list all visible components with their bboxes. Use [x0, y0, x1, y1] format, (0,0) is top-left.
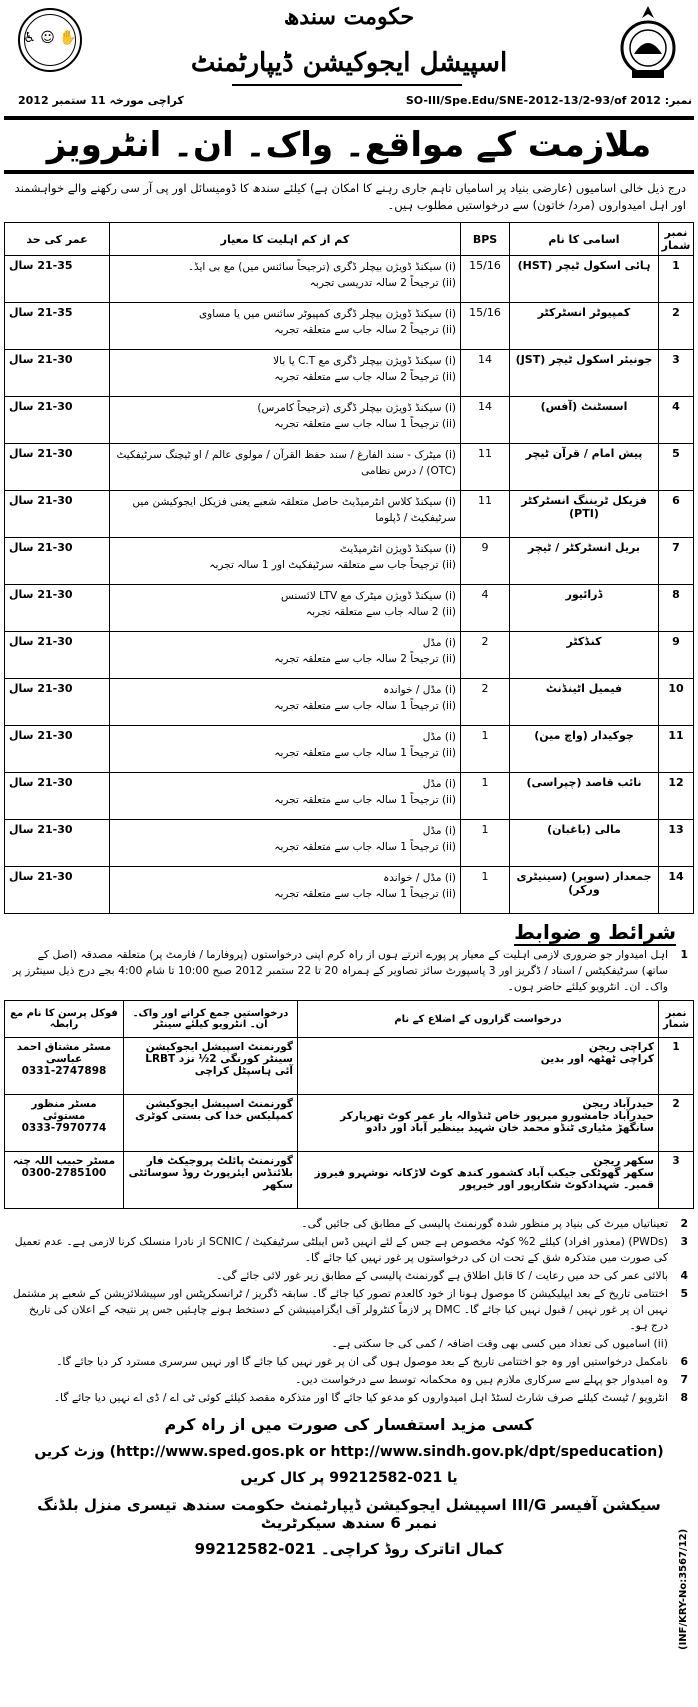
criteria-line-1: (i) مڈل: [422, 637, 456, 649]
condition-text: نامکمل درخواستیں اور وہ جو اختتامی تاریخ کے بعد موصول ہوں گی ان پر غور نہیں کیا جائے گا اور نہیں سرسری مسترد کر دیا جائے گا۔: [56, 1355, 668, 1368]
more-info: کسی مزید استفسار کی صورت میں از راہ کرم: [164, 1415, 534, 1434]
job-criteria: [110, 585, 461, 632]
condition-number: 3: [680, 1235, 688, 1248]
header-post: اسامی کا نام: [510, 223, 659, 256]
job-age: 21-30 سال: [5, 632, 110, 679]
region-header-focal: فوکل پرسن کا نام مع رابطہ: [5, 1001, 124, 1038]
criteria-line-2: (ii) ترجیحاً 1 سالہ جاب سے متعلقہ تجربہ: [274, 794, 456, 806]
job-criteria: [110, 303, 461, 350]
title-underline: [232, 84, 462, 86]
condition-number: 6: [680, 1355, 688, 1368]
condition-item: [4, 1335, 694, 1353]
region-title: کراچی ریجن: [588, 1041, 654, 1053]
criteria-line-2: (ii) ترجیحاً 1 سالہ جاب سے متعلقہ تجربہ: [274, 418, 456, 430]
job-serial: 8: [659, 585, 694, 632]
job-criteria: [110, 679, 461, 726]
condition-item: [4, 1285, 694, 1335]
job-post: مالی (باغبان): [510, 820, 659, 867]
job-bps: 1: [461, 867, 510, 914]
job-criteria: [110, 726, 461, 773]
condition-text: وہ امیدوار جو پہلے سے سرکاری ملازم ہیں وہ محکمانہ توسط سے درخواست دیں۔: [295, 1373, 668, 1386]
job-bps: 4: [461, 585, 510, 632]
job-age: 21-35 سال: [5, 256, 110, 303]
job-serial: 3: [659, 350, 694, 397]
job-serial: 13: [659, 820, 694, 867]
condition-number: 4: [680, 1269, 688, 1282]
job-bps: 2: [461, 679, 510, 726]
job-post: نائب قاصد (چپراسی): [510, 773, 659, 820]
focal-name: مسٹر منظور مستوئی: [31, 1098, 97, 1122]
criteria-line-2: (ii) ترجیحاً 1 سالہ جاب سے متعلقہ تجربہ: [274, 700, 456, 712]
department-title: اسپیشل ایجوکیشن ڈیپارٹمنٹ: [190, 48, 508, 78]
conditions-list: [4, 1215, 694, 1407]
region-title: سکھر ریجن: [593, 1155, 654, 1167]
job-criteria: [110, 397, 461, 444]
region-header-center: درخواستیں جمع کرانے اور واک۔ ان۔ انٹرویو کیلئے سینٹر: [124, 1001, 298, 1038]
job-age: 21-30 سال: [5, 679, 110, 726]
region-title: حیدرآباد ریجن: [582, 1098, 654, 1110]
inf-code: (INF/KRY-No:3567/12): [678, 1528, 689, 1650]
job-serial: 12: [659, 773, 694, 820]
condition-item: 1 اہل امیدوار جو ضروری لازمی اہلیت کے معیار پر پورے اترتے ہوں از راہ کرم اپنی درخواستوں (پروفارما / فارمٹ پر) متعلقہ مصدقہ (اصل کے ساتھ) سرٹیفکیٹس / اسناد / ڈگریز اور 3 پاسپورٹ سائز تصاویر کے ہمراہ 20 تا 22 ستمبر 2012 صبح 10:00 تا شام 4:00 بجے درج ذیل سینٹرز پر واک۔ ان۔ انٹرویو کیلئے حاضر ہوں۔: [12, 948, 688, 993]
region-focal-person: [5, 1152, 124, 1209]
criteria-line-1: (i) سیکنڈ ڈویژن بیچلر ڈگری (ترجیحاً سائنس میں) مع بی ایڈ۔: [187, 261, 456, 273]
focal-phone: 0333-7970774: [21, 1122, 107, 1134]
condition-text: انٹرویو / ٹیسٹ کیلئے صرف شارٹ لسٹڈ اہل امیدواروں کو مدعو کیا جائے گا اور متذکرہ مقصد کیلئے کوئی ٹی اے / ڈی اے نہیں دیا جائے گا۔: [53, 1391, 668, 1404]
jobs-table-header: [5, 223, 694, 256]
job-criteria: [110, 820, 461, 867]
job-post: ڈرائیور: [510, 585, 659, 632]
phone-line: یا 021-99212582 پر کال کریں: [240, 1470, 458, 1486]
reference-date: کراچی مورخہ 11 ستمبر 2012: [18, 94, 184, 107]
job-age: 21-30 سال: [5, 773, 110, 820]
office-address-city: کمال اتاترک روڈ کراچی۔ 021-99212582: [194, 1540, 504, 1558]
job-row: [5, 773, 694, 820]
focal-name: مسٹر حبیب اللہ چنہ: [12, 1155, 116, 1167]
government-title: حکومت سندھ: [283, 4, 415, 30]
banner-title: ملازمت کے مواقع۔ واک۔ ان۔ انٹرویز: [4, 116, 694, 174]
job-bps: 9: [461, 538, 510, 585]
website-link[interactable]: (http://www.sped.gos.pk or http://www.sindh.gov.pk/dpt/speducation) وزٹ کریں: [34, 1444, 664, 1460]
job-serial: 11: [659, 726, 694, 773]
intro-paragraph: درج ذیل خالی اسامیوں (عارضی بنیاد پر اسامیاں تاہم جاری رہنے کا امکان ہے) کیلئے سندھ کا ڈومیسائل اور پی آر سی رکھنے والے خواہشمند اور اہل امیدواروں (مرد/ خاتون) سے درخواستیں مطلوب ہیں۔: [14, 181, 686, 212]
job-age: 21-30 سال: [5, 397, 110, 444]
job-bps: 14: [461, 350, 510, 397]
job-bps: 1: [461, 726, 510, 773]
special-education-logo: ♿ ☺ ✋: [18, 8, 82, 72]
condition-item: [4, 1389, 694, 1407]
region-center: گورنمنٹ پائلٹ پروجیکٹ فار بلائنڈس ایئرپورٹ روڈ سوسائٹی سکھر: [124, 1152, 298, 1209]
job-age: 21-30 سال: [5, 444, 110, 491]
region-serial: 2: [659, 1095, 694, 1152]
job-serial: 6: [659, 491, 694, 538]
condition-item: [4, 1353, 694, 1371]
job-bps: 15/16: [461, 256, 510, 303]
job-serial: 2: [659, 303, 694, 350]
job-criteria: [110, 773, 461, 820]
header-serial: نمبر شمار: [659, 223, 694, 256]
job-age: 21-30 سال: [5, 538, 110, 585]
regions-table: [4, 1000, 694, 1209]
region-districts: کراچی ٹھٹھہ اور بدین: [540, 1053, 654, 1065]
job-post: چوکیدار (واچ مین): [510, 726, 659, 773]
criteria-line-1: (i) سیکنڈ ڈویژن انٹرمیڈیٹ: [339, 543, 456, 555]
region-header-name: درخواست گزاروں کے اضلاع کے نام: [298, 1001, 659, 1038]
job-post: جونیئر اسکول ٹیچر (JST): [510, 350, 659, 397]
job-row: [5, 867, 694, 914]
header: [4, 2, 694, 110]
criteria-line-1: (i) مڈل / خواندہ: [383, 684, 456, 696]
condition-number: 5: [680, 1287, 688, 1300]
job-post: پیش امام / قرآن ٹیچر: [510, 444, 659, 491]
job-row: [5, 444, 694, 491]
job-post: جمعدار (سوپر) (سینیٹری ورکر): [510, 867, 659, 914]
regions-table-header: [5, 1001, 694, 1038]
job-serial: 1: [659, 256, 694, 303]
reference-number: نمبر: SO-III/Spe.Edu/SNE-2012-13/2-93/of 2012: [405, 94, 692, 107]
focal-phone: 0300-2785100: [21, 1167, 107, 1179]
job-age: 21-30 سال: [5, 820, 110, 867]
job-criteria: [110, 538, 461, 585]
job-post: ہائی اسکول ٹیچر (HST): [510, 256, 659, 303]
job-serial: 7: [659, 538, 694, 585]
job-post: اسسٹنٹ (آفس): [510, 397, 659, 444]
region-row: [5, 1095, 694, 1152]
job-post: فزیکل ٹریننگ انسٹرکٹر (PTI): [510, 491, 659, 538]
condition-text: اختتامی تاریخ کے بعد ایپلیکیشن کا موصول ہونا از خود کالعدم تصور کیا جائے گا۔ سابقہ ڈگریز / ٹرانسکرپٹس اور سپیشلائزیشن کے شعبے پر مشتمل نہیں ان پر غور نہیں / قبول نہیں کیا جائے گا۔ DMC پر لازماً کنٹرولر آف ایگزامینیشن کے دستخط ہونے چاہئیں جس پر نتیجہ کے اعلان کی تاریخ درج ہو۔: [12, 1287, 668, 1332]
job-criteria: [110, 256, 461, 303]
office-address: سیکشن آفیسر III/G اسپیشل ایجوکیشن ڈیپارٹمنٹ حکومت سندھ تیسری منزل بلڈنگ نمبر 6 سندھ سیکرٹریٹ: [37, 1496, 661, 1532]
criteria-line-1: (i) مڈل: [422, 778, 456, 790]
job-post: کنڈکٹر: [510, 632, 659, 679]
region-name: [298, 1152, 659, 1209]
job-criteria: [110, 350, 461, 397]
job-bps: 1: [461, 773, 510, 820]
job-post: بریل انسٹرکٹر / ٹیچر: [510, 538, 659, 585]
criteria-line-2: (ii) ترجیحاً 2 سالہ جاب سے متعلقہ تجربہ: [274, 371, 456, 383]
condition-number: 2: [680, 1217, 688, 1230]
region-serial: 1: [659, 1038, 694, 1095]
region-row: [5, 1038, 694, 1095]
job-age: 21-30 سال: [5, 491, 110, 538]
condition-number: 7: [680, 1373, 688, 1386]
job-row: [5, 820, 694, 867]
job-serial: 10: [659, 679, 694, 726]
region-center: گورنمنٹ اسپیشل ایجوکیشن کمپلیکس خدا کی بستی کوٹری: [124, 1095, 298, 1152]
header-criteria: کم از کم اہلیت کا معیار: [110, 223, 461, 256]
region-name: [298, 1095, 659, 1152]
criteria-line-1: (i) مڈل / خواندہ: [383, 872, 456, 884]
job-criteria: [110, 444, 461, 491]
criteria-line-2: (ii) ترجیحاً 2 سالہ تدریسی تجربہ: [309, 277, 456, 289]
criteria-line-1: (i) سیکنڈ ڈویژن بیچلر ڈگری (ترجیحاً کامرس): [257, 402, 456, 414]
criteria-line-1: (i) میٹرک - سند الفارغ / سند حفظ القرآن / مولوی عالم / او ٹیچنگ سرٹیفکیٹ (OTC) / درس نظامی: [116, 449, 456, 477]
criteria-line-2: (ii) ترجیحاً جاب سے متعلقہ سرٹیفکیٹ اور 1 سالہ تجربہ: [209, 559, 456, 571]
job-criteria: [110, 867, 461, 914]
job-row: [5, 303, 694, 350]
condition-item: [4, 1371, 694, 1389]
job-age: 21-30 سال: [5, 350, 110, 397]
job-serial: 5: [659, 444, 694, 491]
job-criteria: [110, 491, 461, 538]
region-name: [298, 1038, 659, 1095]
job-bps: 14: [461, 397, 510, 444]
criteria-line-1: (i) سیکنڈ ڈویژن میٹرک مع LTV لائسنس: [281, 590, 456, 602]
condition-item: [4, 1267, 694, 1285]
region-focal-person: [5, 1038, 124, 1095]
criteria-line-2: (ii) ترجیحاً 1 سالہ جاب سے متعلقہ تجربہ: [274, 841, 456, 853]
condition-item: [4, 1215, 694, 1233]
header-age: عمر کی حد: [5, 223, 110, 256]
job-row: [5, 397, 694, 444]
job-post: فیمیل اٹینڈنٹ: [510, 679, 659, 726]
criteria-line-2: (ii) ترجیحاً 1 سالہ جاب سے متعلقہ تجربہ: [274, 747, 456, 759]
condition-text: (ii) اسامیوں کی تعداد میں کسی بھی وقت اضافہ / کمی کی جا سکتی ہے۔: [331, 1337, 668, 1350]
job-row: [5, 350, 694, 397]
job-age: 21-30 سال: [5, 867, 110, 914]
job-row: [5, 256, 694, 303]
condition-number: 8: [680, 1391, 688, 1404]
advertisement-page: [4, 2, 694, 1702]
job-age: 21-30 سال: [5, 726, 110, 773]
conditions-heading: شرائط و ضوابط: [514, 920, 676, 944]
job-bps: 2: [461, 632, 510, 679]
jobs-table: [4, 222, 694, 914]
job-serial: 9: [659, 632, 694, 679]
job-bps: 11: [461, 444, 510, 491]
criteria-line-1: (i) سیکنڈ کلاس انٹرمیڈیٹ حاصل متعلقہ شعبے یعنی فزیکل ایجوکیشن میں سرٹیفکیٹ / ڈپلوما: [132, 496, 456, 524]
criteria-line-2: (ii) 2 سالہ جاب سے متعلقہ تجربہ: [305, 606, 456, 618]
job-post: کمپیوٹر انسٹرکٹر: [510, 303, 659, 350]
condition-item: [4, 1233, 694, 1267]
focal-name: مسٹر مشتاق احمد عباسی: [16, 1041, 112, 1065]
criteria-line-1: (i) سیکنڈ ڈویژن بیچلر ڈگری کمپیوٹر سائنس میں یا مساوی: [198, 308, 456, 320]
job-serial: 14: [659, 867, 694, 914]
job-serial: 4: [659, 397, 694, 444]
job-bps: 15/16: [461, 303, 510, 350]
region-row: [5, 1152, 694, 1209]
region-serial: 3: [659, 1152, 694, 1209]
condition-text: (PWDs) (معذور افراد) کیلئے 2% کوٹہ مخصوص ہے جس کے لئے انہیں ڈس ایبلٹی سرٹیفکیٹ / SCNIC از نادرا منسلک کرنا لازمی ہے۔ عدم تعمیل کی صورت میں متذکرہ شق کے تحت ان کی درخواستوں پر غور نہیں کیا جائے گا۔: [14, 1235, 668, 1264]
condition-text: تعیناتیاں میرٹ کی بنیاد پر منظور شدہ گورنمنٹ پالیسی کے مطابق کی جائیں گی۔: [301, 1217, 668, 1230]
job-row: [5, 726, 694, 773]
job-bps: 1: [461, 820, 510, 867]
condition-text: بالائی عمر کی حد میں رعایت / کا قابل اطلاق ہے گورنمنٹ پالیسی کے مطابق زیر غور لائی جائے گی۔: [216, 1269, 668, 1282]
focal-phone: 0331-2747898: [21, 1065, 107, 1077]
job-criteria: [110, 632, 461, 679]
job-age: 21-30 سال: [5, 585, 110, 632]
job-row: [5, 491, 694, 538]
criteria-line-1: (i) مڈل: [422, 825, 456, 837]
job-row: [5, 679, 694, 726]
region-header-serial: نمبر شمار: [659, 1001, 694, 1038]
job-row: [5, 632, 694, 679]
region-center: گورنمنٹ اسپیشل ایجوکیشن سینٹر کورنگی 2½ نزد LRBT آئی ہاسپٹل کراچی: [124, 1038, 298, 1095]
header-bps: BPS: [461, 223, 510, 256]
region-districts: سکھر گھوٹکی جیکب آباد کشمور کندھ کوٹ لاڑکانہ نوشہرو فیروز قمبر۔ شہدادکوٹ شکارپور اور خیرپور: [314, 1167, 654, 1191]
job-age: 21-35 سال: [5, 303, 110, 350]
criteria-line-2: (ii) ترجیحاً 2 سالہ جاب سے متعلقہ تجربہ: [274, 324, 456, 336]
criteria-line-2: (ii) ترجیحاً 2 سالہ جاب سے متعلقہ تجربہ: [274, 653, 456, 665]
job-row: [5, 585, 694, 632]
criteria-line-2: (ii) ترجیحاً 1 سالہ جاب سے متعلقہ تجربہ: [274, 888, 456, 900]
region-focal-person: [5, 1095, 124, 1152]
job-bps: 11: [461, 491, 510, 538]
reference-row: [4, 94, 694, 112]
criteria-line-1: (i) مڈل: [422, 731, 456, 743]
job-row: [5, 538, 694, 585]
region-districts: حیدرآباد جامشورو میرپور خاص ٹنڈوالہ یار عمر کوٹ تھرپارکر سانگھڑ مٹیاری ٹنڈو محمد خان شہید بینظیر آباد اور دادو: [340, 1110, 654, 1134]
criteria-line-1: (i) سیکنڈ ڈویژن بیچلر ڈگری مع C.T یا بالا: [273, 355, 456, 367]
